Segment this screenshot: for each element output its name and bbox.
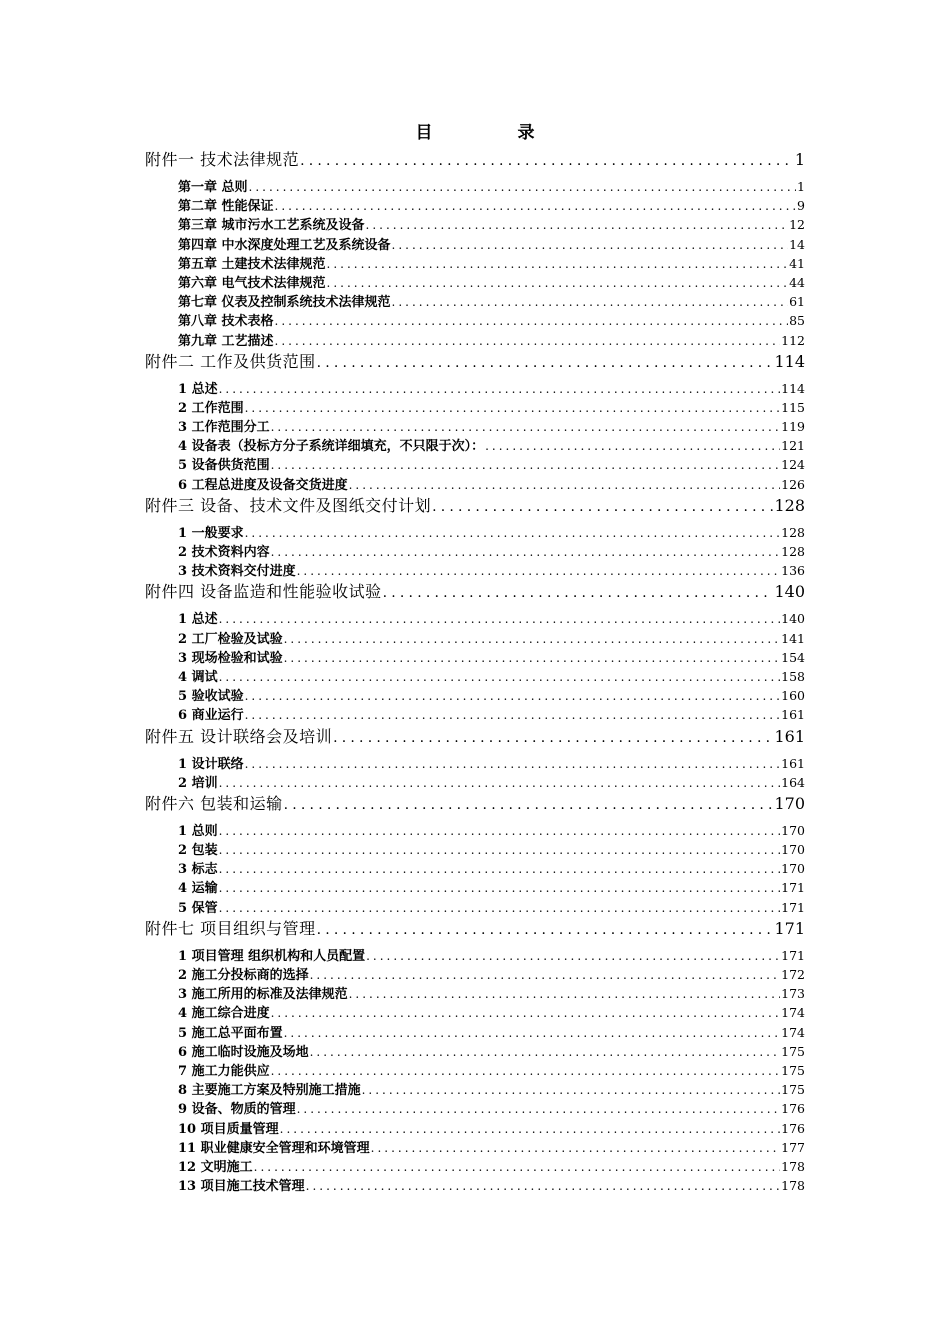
toc-item-label: 11 职业健康安全管理和环境管理 [178,1140,370,1156]
toc-dot-leader [275,312,789,330]
toc-dot-leader [219,668,781,686]
toc-section-entry[interactable] [145,917,805,940]
toc-page-number: 61 [789,294,805,310]
toc-item-entry[interactable] [145,1138,805,1157]
toc-item-entry[interactable] [145,475,805,494]
toc-dot-leader [219,879,781,897]
toc-item-label: 第一章 总则 [178,180,248,195]
toc-item-label: 3 现场检验和试验 [178,650,283,666]
toc-page-number: 140 [781,611,805,627]
toc-item-entry[interactable] [145,311,805,330]
toc-page-number: 171 [774,918,805,938]
toc-item-entry[interactable] [145,773,805,792]
toc-item-label: 第九章 工艺描述 [178,333,274,349]
toc-dot-leader [280,1120,781,1138]
toc-dot-leader [392,293,789,311]
toc-item-label: 3 标志 [178,862,218,878]
toc-page-number: 161 [781,707,805,723]
toc-item-label: 1 项目管理 组织机构和人员配置 [178,948,366,964]
toc-section-label: 附件六 包装和运输 [145,793,283,813]
toc-page-number: 171 [781,947,805,963]
toc-item-entry[interactable] [145,859,805,878]
toc-dot-leader [271,418,781,436]
toc-dot-leader [284,1024,781,1042]
toc-page-number: 170 [781,822,805,838]
toc-page-number: 136 [781,563,805,579]
toc-item-entry[interactable] [145,398,805,417]
toc-item-entry[interactable] [145,1042,805,1061]
toc-section-label: 附件一 技术法律规范 [145,150,300,169]
toc-dot-leader [310,966,781,984]
toc-dot-leader [271,1062,781,1080]
toc-page-number: 1 [797,179,805,194]
toc-item-entry[interactable] [145,523,805,542]
toc-item-label: 13 项目施工技术管理 [178,1179,305,1195]
toc-item-label: 4 调试 [178,669,218,685]
toc-item-label: 1 总述 [178,381,218,397]
toc-item-entry[interactable] [145,1119,805,1138]
toc-page-number: 171 [781,899,805,915]
toc-item-label: 第六章 电气技术法律规范 [178,275,326,291]
toc-dot-leader [366,216,789,234]
toc-page-number: 175 [781,1082,805,1098]
toc-item-label: 2 培训 [178,775,218,791]
toc-dot-leader [306,1177,781,1195]
toc-page-number: 175 [781,1043,805,1059]
toc-dot-leader [366,947,780,965]
toc-page-number: 177 [781,1139,805,1155]
toc-item-label: 第四章 中水深度处理工艺及系统设备 [178,237,391,253]
toc-page-number: 41 [789,255,805,271]
toc-item-label: 4 设备表（投标方分子系统详细填充，不只限于次）： [178,439,485,455]
toc-item-entry[interactable] [145,984,805,1003]
toc-page-number: 128 [781,524,805,540]
toc-item-label: 5 验收试验 [178,689,244,705]
toc-dot-leader [392,236,789,254]
toc-dot-leader [300,150,794,171]
toc-item-entry[interactable] [145,1099,805,1118]
toc-page-number: 154 [781,649,805,665]
toc-section-entry[interactable] [145,580,805,603]
toc-dot-leader [327,274,789,292]
toc-item-entry[interactable] [145,898,805,917]
toc-dot-leader [362,1081,781,1099]
toc-item-entry[interactable] [145,1003,805,1022]
toc-item-label: 第三章 城市污水工艺系统及设备 [178,218,365,234]
toc-item-entry[interactable] [145,1080,805,1099]
page-title: 目 录 [415,123,569,143]
toc-section-label: 附件四 设备监造和性能验收试验 [145,582,382,602]
toc-dot-leader [219,822,781,840]
toc-dot-leader [349,476,781,494]
toc-item-entry[interactable] [145,667,805,686]
toc-dot-leader [245,755,781,773]
toc-dot-leader [219,860,781,878]
toc-item-entry[interactable] [145,965,805,984]
toc-item-entry[interactable] [145,1061,805,1080]
toc-page-number: 160 [781,688,805,704]
toc-item-label: 2 技术资料内容 [178,545,270,560]
toc-dot-leader [219,774,781,792]
toc-item-label: 5 施工总平面布置 [178,1025,283,1041]
toc-dot-leader [275,197,797,215]
toc-page-number: 44 [789,274,805,290]
toc-item-entry[interactable] [145,878,805,897]
toc-page-number: 172 [781,967,805,982]
toc-page-number: 14 [789,236,805,252]
toc-page-number: 114 [781,380,805,396]
toc-item-label: 3 工作范围分工 [178,420,270,436]
toc-dot-leader [254,1158,781,1176]
toc-page-number: 174 [781,1024,805,1040]
toc-item-entry[interactable] [145,254,805,273]
toc-section-entry[interactable] [145,350,805,373]
toc-dot-leader [371,1139,781,1157]
toc-dot-leader [349,985,781,1003]
toc-item-label: 12 文明施工 [178,1159,253,1175]
toc-item-entry[interactable] [145,609,805,628]
toc-section-entry[interactable] [145,494,805,517]
toc-page-number: 170 [781,842,805,858]
toc-dot-leader [219,380,781,398]
toc-dot-leader [333,727,773,748]
toc-page-number: 161 [781,755,805,771]
toc-item-entry[interactable] [145,705,805,724]
toc-item-entry[interactable] [145,754,805,773]
toc-section-label: 附件五 设计联络会及培训 [145,726,333,746]
toc-item-entry[interactable] [145,1176,805,1195]
toc-item-entry[interactable] [145,686,805,705]
table-of-contents [145,148,805,1195]
toc-page-number: 158 [781,668,805,684]
toc-item-entry[interactable] [145,840,805,859]
toc-item-entry[interactable] [145,379,805,398]
toc-section-entry[interactable] [145,792,805,815]
toc-page-number: 114 [774,351,805,371]
toc-page-number: 170 [781,861,805,877]
toc-dot-leader [432,496,773,517]
toc-item-label: 3 技术资料交付进度 [178,564,296,580]
toc-dot-leader [284,649,781,667]
toc-item-entry[interactable] [145,542,805,561]
toc-page-number: 115 [781,399,805,415]
toc-dot-leader [245,706,781,724]
toc-item-entry[interactable] [145,177,805,196]
toc-item-label: 6 施工临时设施及场地 [178,1044,309,1060]
toc-item-label: 6 商业运行 [178,708,244,724]
toc-item-label: 8 主要施工方案及特别施工措施 [178,1083,361,1099]
toc-page-number: 178 [781,1158,805,1174]
toc-section-entry[interactable] [145,725,805,748]
toc-dot-leader [219,841,781,859]
toc-item-label: 第五章 土建技术法律规范 [178,256,326,272]
toc-dot-leader [284,630,781,648]
toc-item-entry[interactable] [145,331,805,350]
toc-page-number: 140 [774,582,805,602]
toc-item-entry[interactable] [145,417,805,436]
toc-dot-leader [383,582,774,603]
toc-page-number: 171 [781,880,805,896]
toc-section-entry[interactable] [145,148,805,171]
toc-item-label: 第八章 技术表格 [178,314,274,330]
toc-item-label: 3 施工所用的标准及法律规范 [178,987,348,1003]
toc-page-number: 85 [789,313,805,329]
toc-item-label: 6 工程总进度及设备交货进度 [178,477,348,493]
toc-dot-leader [245,399,781,417]
toc-page-number: 9 [797,198,805,214]
toc-dot-leader [271,456,781,474]
toc-item-label: 7 施工力能供应 [178,1063,270,1079]
toc-section-label: 附件七 项目组织与管理 [145,918,316,938]
toc-page-number: 128 [781,544,805,559]
toc-page-number: 128 [774,495,805,515]
toc-dot-leader [297,1100,781,1118]
toc-page-number: 174 [781,1005,805,1021]
toc-dot-leader [245,524,781,542]
toc-page-number: 12 [789,217,805,233]
toc-page-number: 141 [781,630,805,646]
toc-item-entry[interactable] [145,1023,805,1042]
toc-dot-leader [317,352,774,373]
toc-dot-leader [271,1004,781,1022]
toc-item-label: 2 施工分投标商的选择 [178,968,309,983]
toc-page-number: 126 [781,476,805,492]
toc-dot-leader [271,543,781,561]
toc-dot-leader [219,899,781,917]
toc-item-label: 4 运输 [178,881,218,897]
toc-item-entry[interactable] [145,196,805,215]
toc-item-entry[interactable] [145,235,805,254]
toc-item-label: 1 总述 [178,612,218,628]
toc-item-label: 2 工作范围 [178,400,244,416]
toc-item-entry[interactable] [145,821,805,840]
toc-item-label: 1 一般要求 [178,525,244,541]
toc-item-label: 1 总则 [178,823,218,839]
toc-page-number: 178 [781,1178,805,1194]
toc-page-number: 124 [781,457,805,473]
toc-dot-leader [327,255,789,273]
toc-item-entry[interactable] [145,436,805,455]
toc-item-label: 5 设备供货范围 [178,458,270,474]
toc-item-entry[interactable] [145,561,805,580]
toc-item-entry[interactable] [145,946,805,965]
toc-item-label: 2 工厂检验及试验 [178,631,283,647]
toc-item-label: 1 设计联络 [178,756,244,772]
toc-page-number: 119 [781,419,805,435]
toc-dot-leader [219,610,781,628]
toc-page-number: 173 [781,986,805,1002]
toc-item-label: 5 保管 [178,900,218,916]
toc-page-number: 170 [774,793,805,813]
toc-page-number: 176 [781,1101,805,1117]
toc-item-label: 2 包装 [178,843,218,859]
toc-dot-leader [245,687,781,705]
toc-dot-leader [310,1043,781,1061]
toc-dot-leader [275,332,781,350]
toc-page-number: 161 [774,726,805,746]
toc-page-number: 164 [781,774,805,790]
toc-item-entry[interactable] [145,292,805,311]
toc-item-label: 第二章 性能保证 [178,199,274,215]
toc-dot-leader [249,178,797,196]
toc-page-number: 121 [781,438,805,454]
toc-item-label: 10 项目质量管理 [178,1121,279,1137]
toc-item-entry[interactable] [145,455,805,474]
toc-dot-leader [317,919,774,940]
toc-item-label: 4 施工综合进度 [178,1006,270,1022]
toc-page-number: 175 [781,1062,805,1078]
toc-dot-leader [284,794,774,815]
toc-dot-leader [297,562,781,580]
toc-item-entry[interactable] [145,629,805,648]
toc-item-entry[interactable] [145,273,805,292]
toc-section-label: 附件三 设备、技术文件及图纸交付计划 [145,495,432,515]
toc-item-entry[interactable] [145,215,805,234]
toc-item-label: 第七章 仪表及控制系统技术法律规范 [178,295,391,311]
toc-page-number: 1 [794,150,805,169]
toc-page-number: 112 [781,332,805,348]
toc-section-label: 附件二 工作及供货范围 [145,351,316,371]
toc-item-entry[interactable] [145,1157,805,1176]
toc-item-label: 9 设备、物质的管理 [178,1102,296,1118]
toc-dot-leader [485,437,780,455]
toc-page-number: 176 [781,1120,805,1136]
toc-item-entry[interactable] [145,648,805,667]
